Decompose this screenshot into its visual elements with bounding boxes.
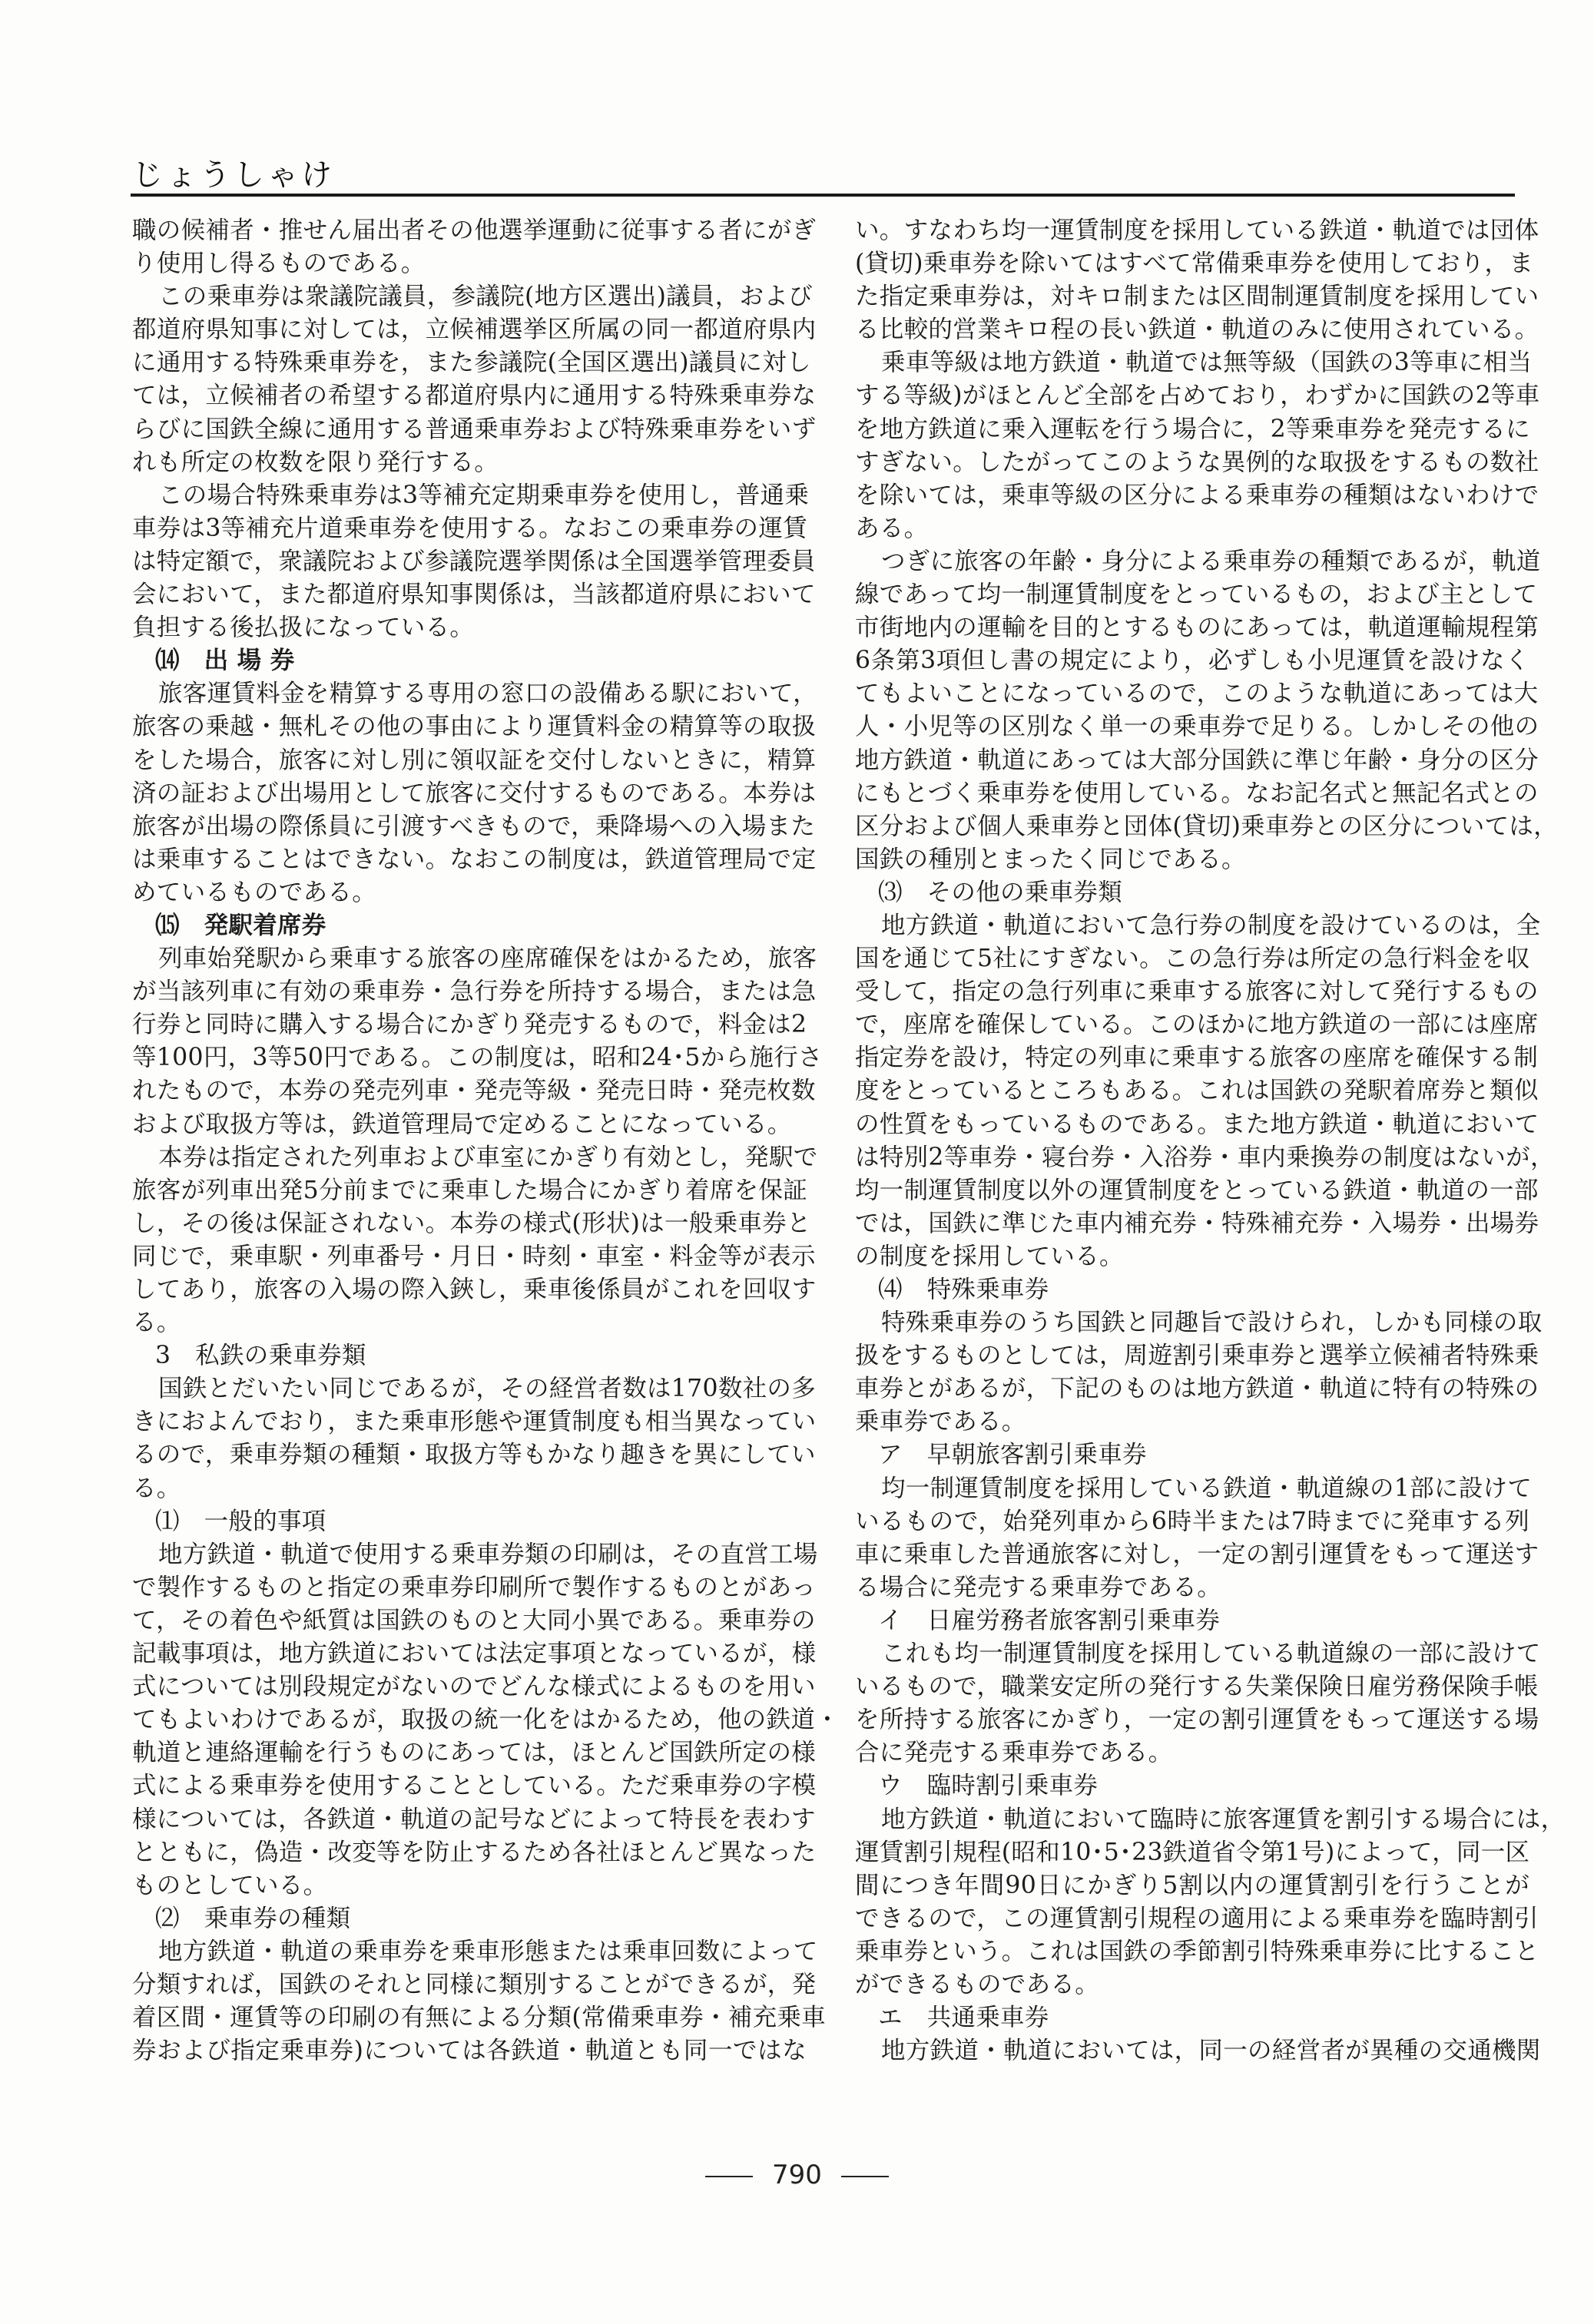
footer-dash-left [705,2176,753,2177]
text-line: 車券とがあるが，下記のものは地方鉄道・軌道に特有の特殊の [855,1375,1539,1403]
section-heading: ⒂ 発駅着席券 [155,911,326,939]
text-line: 会において，また都道府県知事関係は，当該都道府県において [132,581,816,609]
text-line: にもとづく乗車券を使用している。なお記名式と無記名式との [855,779,1539,807]
text-line: きにおよんでおり，また乗車形態や運賃制度も相当異なってい [132,1408,817,1436]
text-line: 券および指定乗車券)については各鉄道・軌道とも同一ではな [132,2037,807,2065]
text-line: 着区間・運賃等の印刷の有無による分類(常備乗車券・補充乗車 [132,2004,826,2032]
text-line: 均一制運賃制度以外の運賃制度をとっている鉄道・軌道の一部 [855,1176,1539,1204]
text-line: めているものである。 [132,878,377,906]
text-line: 国を通じて5社にすぎない。この急行券は所定の急行料金を収 [855,945,1530,973]
text-line: 合に発売する乗車券である。 [855,1739,1173,1767]
text-line: 運賃割引規程(昭和10･5･23鉄道省令第1号)によって，同一区 [855,1838,1530,1866]
text-line: は特定額で，衆議院および参議院選挙関係は全国選挙管理委員 [132,547,816,575]
text-line: てもよいわけであるが，取扱の統一化をはかるため，他の鉄道・ [132,1706,840,1734]
paragraph-start-line: 国鉄とだいたい同じであるが，その経営者数は170数社の多 [158,1375,817,1403]
text-line: 車に乗車した普通旅客に対し，一定の割引運賃をもって運送す [855,1540,1539,1568]
text-line: れも所定の枚数を限り発行する。 [132,448,499,476]
text-line: が当該列車に有効の乗車券・急行券を所持する場合，または急 [132,978,817,1006]
paragraph-start-line: 地方鉄道・軌道の乗車券を乗車形態または乗車回数によって [158,1937,818,1965]
paragraph-start-line: 本券は指定された列車および車室にかぎり有効とし，発駅で [158,1143,818,1171]
text-line: 区分および個人乗車券と団体(貸切)乗車券との区分については， [855,812,1558,840]
text-line: の制度を採用している。 [855,1242,1124,1270]
footer-dash-right [841,2176,889,2177]
page-number: 790 [772,2160,822,2190]
left-column [132,214,840,2067]
text-line: た指定乗車券は，対キロ制または区間制運賃制度を採用してい [855,283,1539,311]
text-line: れたもので，本券の発売列車・発売等級・発売日時・発売枚数 [132,1077,816,1105]
text-line: (貸切)乗車券を除いてはすべて常備乗車券を使用しており，ま [855,250,1534,278]
paragraph-start-line: 均一制運賃制度を採用している鉄道・軌道線の1部に設けて [881,1474,1533,1502]
text-line: する等級)がほとんど全部を占めており，わずかに国鉄の2等車 [855,382,1540,410]
text-line: 同じで，乗車駅・列車番号・月日・時刻・車室・料金等が表示 [132,1242,816,1270]
section-heading: ウ 臨時割引乗車券 [878,1772,1099,1800]
text-line: 地方鉄道・軌道にあっては大部分国鉄に準じ年齢・身分の区分 [855,746,1539,774]
text-line: る。 [132,1309,181,1337]
text-line: で，座席を確保している。このほかに地方鉄道の一部には座席 [855,1011,1539,1039]
text-line: とともに，偽造・改変等を防止するため各社ほとんど異なった [132,1838,817,1866]
text-line: い。すなわち均一運賃制度を採用している鉄道・軌道では団体 [855,217,1539,244]
right-column [855,214,1566,2067]
text-line: 市街地内の運輸を目的とするものにあっては，軌道運輸規程第 [855,614,1539,642]
text-line: を除いては，乗車等級の区分による乗車券の種類はないわけで [855,481,1539,509]
text-line: 旅客が出場の際係員に引渡すべきもので，乗降場への入場また [132,812,816,840]
text-line: 指定券を設け，特定の列車に乗車する旅客の座席を確保する制 [855,1044,1539,1072]
text-line: 受して，指定の急行列車に乗車する旅客に対して発行するもの [855,978,1539,1006]
text-line: および取扱方等は，鉄道管理局で定めることになっている。 [132,1110,792,1138]
section-heading: エ 共通乗車券 [878,2004,1049,2032]
paragraph-start-line: 地方鉄道・軌道においては，同一の経営者が異種の交通機関 [881,2037,1541,2065]
section-heading: ア 早朝旅客割引乗車券 [878,1441,1147,1469]
text-line: 乗車券という。これは国鉄の季節割引特殊乗車券に比すること [855,1937,1539,1965]
section-heading: ⑵ 乗車券の種類 [155,1904,351,1932]
text-line: の性質をもっているものである。また地方鉄道・軌道において [855,1110,1539,1138]
text-line: ては，立候補者の希望する都道府県内に通用する特殊乗車券な [132,382,817,410]
text-line: 線であって均一制運賃制度をとっているもの，および主として [855,581,1538,609]
text-line: 都道府県知事に対しては，立候補選挙区所属の同一都道府県内 [132,316,817,344]
paragraph-start-line: 特殊乗車券のうち国鉄と同趣旨で設けられ，しかも同様の取 [881,1309,1543,1337]
text-line: 扱をするものとしては，周遊割引乗車券と選挙立候補者特殊乗 [855,1342,1539,1370]
paragraph-start-line: 地方鉄道・軌道で使用する乗車券類の印刷は，その直営工場 [158,1540,818,1568]
text-line: 乗車券である。 [855,1408,1026,1436]
text-line: ものとしている。 [132,1871,328,1899]
text-line: できるので，この運賃割引規程の適用による乗車券を臨時割引 [855,1904,1539,1932]
text-line: 職の候補者・推せん届出者その他選挙運動に従事する者にがぎ [132,217,817,244]
text-line: る場合に発売する乗車券である。 [855,1573,1222,1601]
text-line: 国鉄の種別とまったく同じである。 [855,845,1246,873]
text-line: て，その着色や紙質は国鉄のものと大同小異である。乗車券の [132,1606,816,1634]
text-line: 人・小児等の区別なく単一の乗車券で足りる。しかしその他の [855,713,1539,741]
paragraph-start-line: 旅客運賃料金を精算する専用の窓口の設備ある駅において， [158,680,817,708]
section-heading: ⒁ 出 場 券 [155,647,295,675]
text-line: を所持する旅客にかぎり，一定の割引運賃をもって運送する場 [855,1706,1539,1734]
text-line: してあり，旅客の入場の際入鋏し，乗車後係員がこれを回収す [132,1276,817,1303]
text-line: 旅客が列車出発5分前までに乗車した場合にかぎり着席を保証 [132,1176,807,1204]
text-line: るので，乗車券類の種類・取扱方等もかなり趣きを異にしてい [132,1441,816,1469]
text-line: ができるものである。 [855,1970,1100,1998]
text-line: で製作するものと指定の乗車券印刷所で製作するものとがあっ [132,1573,817,1601]
text-line: は特別2等車券・寝台券・入浴券・車内乗換券の制度はないが， [855,1143,1555,1171]
text-line: 様については，各鉄道・軌道の記号などによって特長を表わす [132,1805,816,1833]
text-line: 記載事項は，地方鉄道においては法定事項となっているが，様 [132,1640,817,1668]
text-line: 旅客の乗越・無札その他の事由により運賃料金の精算等の取扱 [132,713,817,741]
text-line: 式については別段規定がないのでどんな様式によるものを用い [132,1673,816,1701]
text-line: を地方鉄道に乗入運転を行う場合に，2等乗車券を発売するに [855,415,1530,443]
text-line: いるもので，職業安定所の発行する失業保険日雇労務保険手帳 [855,1673,1539,1701]
text-line: すぎない。したがってこのような異例的な取扱をするもの数社 [855,448,1539,476]
text-line: し，その後は保証されない。本券の様式(形状)は一般乗車券と [132,1209,811,1237]
text-line: 車券は3等補充片道乗車券を使用する。なおこの乗車券の運賃 [132,514,807,542]
text-line: 間につき年間90日にかぎり5割以内の運賃割引を行うことが [855,1871,1529,1899]
text-line: てもよいことになっているので，このような軌道にあっては大 [855,680,1539,708]
paragraph-start-line: これも均一制運賃制度を採用している軌道線の一部に設けて [881,1640,1541,1668]
text-line: をした場合，旅客に対し別に領収証を交付しないときに，精算 [132,746,817,774]
text-line: に通用する特殊乗車券を，また参議院(全国区選出)議員に対し [132,349,811,377]
text-line: 6条第3項但し書の規定により，必ずしも小児運賃を設けなく [855,647,1529,675]
section-heading: ⑶ その他の乗車券類 [878,878,1123,906]
paragraph-start-line: 乗車等級は地方鉄道・軌道では無等級（国鉄の3等車に相当 [881,349,1533,377]
text-line: 等100円，3等50円である。この制度は，昭和24･5から施行さ [132,1044,823,1072]
header-rule [131,194,1515,197]
text-line: では，国鉄に準じた車内補充券・特殊補充券・入場券・出場券 [855,1209,1539,1237]
text-line: らびに国鉄全線に通用する普通乗車券および特殊乗車券をいず [132,415,817,443]
text-line: 行券と同時に購入する場合にかぎり発売するもので，料金は2 [132,1011,807,1039]
running-head: じょうしゃけ [132,157,335,193]
text-line: 式による乗車券を使用することとしている。ただ乗車券の字模 [132,1772,817,1800]
text-line: 度をとっているところもある。これは国鉄の発駅着席券と類似 [855,1077,1539,1105]
paragraph-start-line: この乗車券は衆議院議員，参議院(地方区選出)議員，および [158,283,813,311]
paragraph-start-line: 列車始発駅から乗車する旅客の座席確保をはかるため，旅客 [158,945,817,973]
text-line: いるもので，始発列車から6時半または7時までに発車する列 [855,1507,1529,1535]
section-heading: 3 私鉄の乗車券類 [155,1342,366,1370]
text-line: る比較的営業キロ程の長い鉄道・軌道のみに使用されている。 [855,316,1539,344]
text-line: 負担する後払扱になっている。 [132,614,475,642]
text-line: る。 [132,1474,181,1502]
paragraph-start-line: 地方鉄道・軌道において急行券の制度を設けているのは，全 [881,911,1541,939]
section-heading: イ 日雇労務者旅客割引乗車券 [878,1606,1221,1634]
paragraph-start-line: 地方鉄道・軌道において臨時に旅客運賃を割引する場合には， [881,1805,1566,1833]
text-line: 分類すれば，国鉄のそれと同様に類別することができるが，発 [132,1970,817,1998]
section-heading: ⑴ 一般的事項 [155,1507,326,1535]
text-line: 軌道と連絡運輸を行うものにあっては，ほとんど国鉄所定の様 [132,1739,817,1767]
text-line: ある。 [855,514,929,542]
text-line: は乗車することはできない。なおこの制度は，鉄道管理局で定 [132,845,817,873]
paragraph-start-line: この場合特殊乗車券は3等補充定期乗車券を使用し，普通乗 [158,481,810,509]
paragraph-start-line: つぎに旅客の年齢・身分による乗車券の種類であるが，軌道 [881,547,1541,575]
text-line: 済の証および出場用として旅客に交付するものである。本券は [132,779,817,807]
text-line: り使用し得るものである。 [132,250,426,278]
page-footer [0,2160,1594,2190]
section-heading: ⑷ 特殊乗車券 [878,1276,1049,1303]
